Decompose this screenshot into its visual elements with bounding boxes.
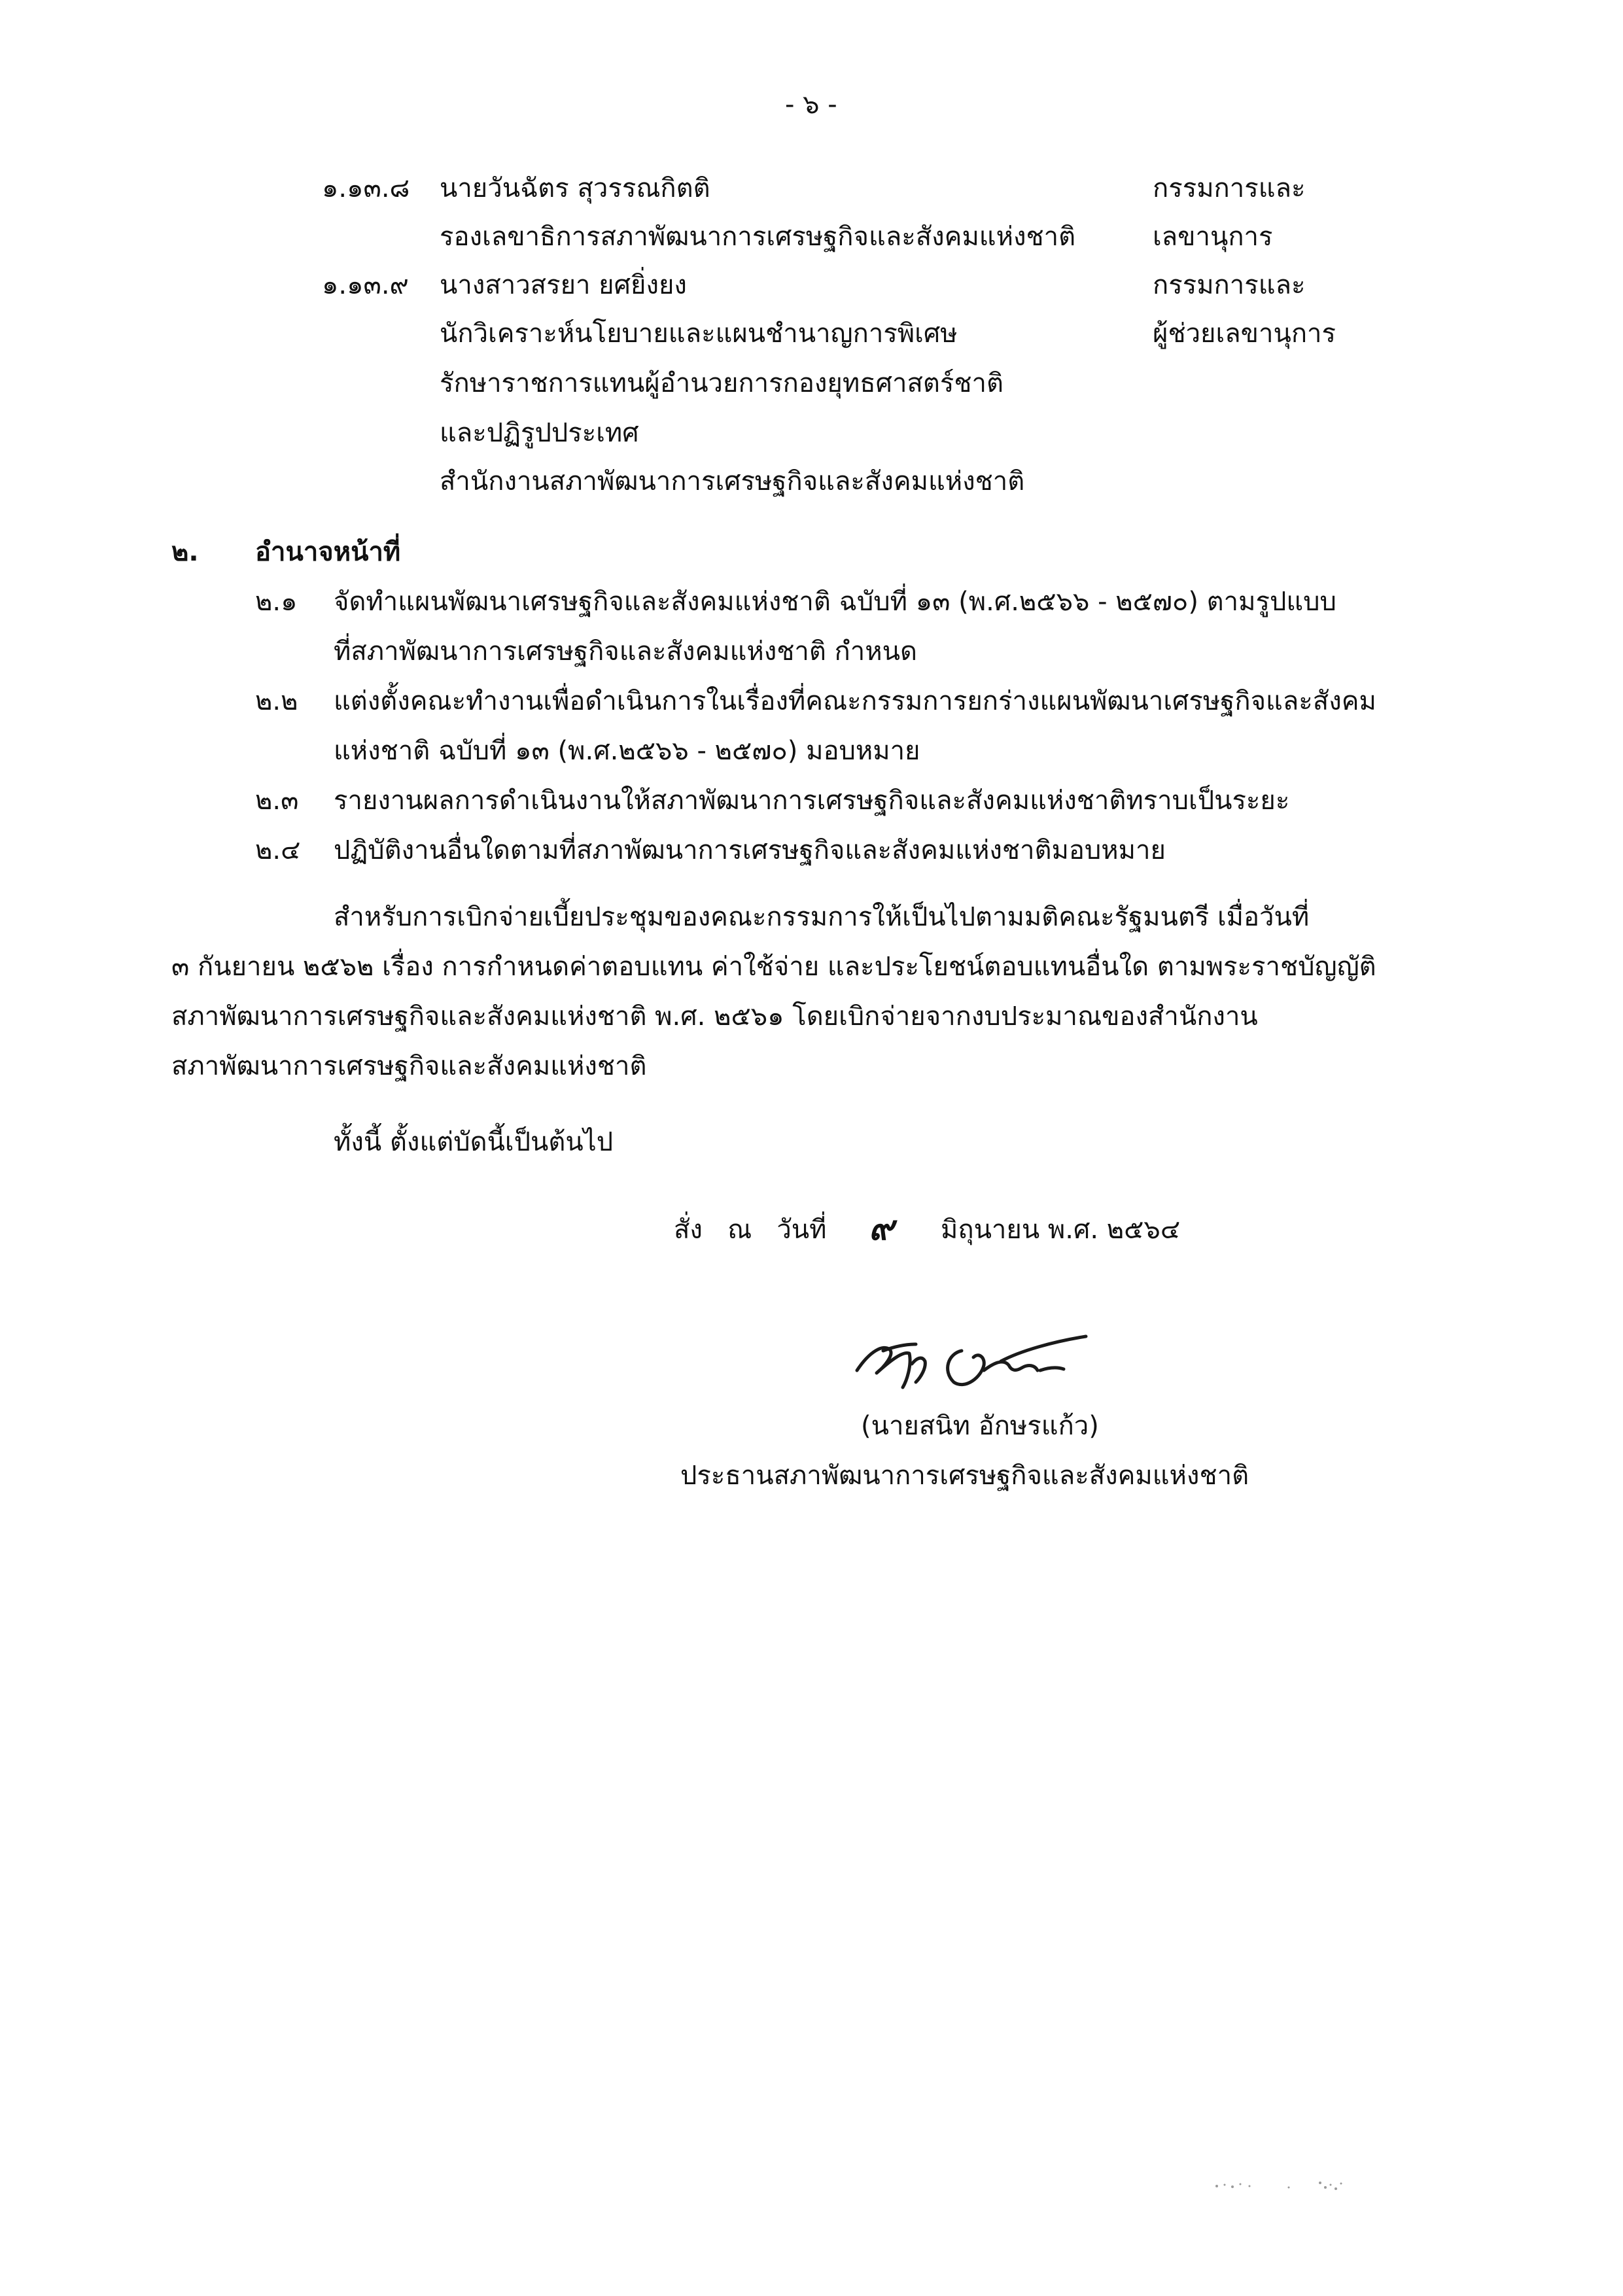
- member-name: นางสาวสรยา ยศยิ่งยง: [440, 270, 687, 300]
- member-number: ๑.๑๓.๘: [322, 173, 410, 203]
- duty-line: ที่สภาพัฒนาการเศรษฐกิจและสังคมแห่งชาติ กำหนด: [334, 636, 917, 667]
- order-date-day: ๙: [869, 1209, 894, 1248]
- member-position: สำนักงานสภาพัฒนาการเศรษฐกิจและสังคมแห่งชาติ: [440, 466, 1025, 496]
- duty-line: แห่งชาติ ฉบับที่ ๑๓ (พ.ศ.๒๕๖๖ - ๒๕๗๐) มอบหมาย: [334, 736, 920, 766]
- member-position: รองเลขาธิการสภาพัฒนาการเศรษฐกิจและสังคมแห่งชาติ: [440, 222, 1076, 252]
- signer-name: (นายสนิท อักษรแก้ว): [861, 1411, 1099, 1441]
- duty-line: รายงานผลการดำเนินงานให้สภาพัฒนาการเศรษฐกิจและสังคมแห่งชาติทราบเป็นระยะ: [334, 786, 1290, 816]
- member-role: ผู้ช่วยเลขานุการ: [1153, 319, 1336, 349]
- order-date-prefix: สั่ง ณ วันที่: [674, 1215, 827, 1245]
- duty-number: ๒.๑: [255, 587, 298, 617]
- duty-line: ปฏิบัติงานอื่นใดตามที่สภาพัฒนาการเศรษฐกิจและสังคมแห่งชาติมอบหมาย: [334, 835, 1166, 865]
- member-role: เลขานุการ: [1153, 222, 1273, 252]
- member-role: กรรมการและ: [1153, 173, 1306, 203]
- section-number: ๒.: [171, 537, 199, 567]
- budget-paragraph-line: สภาพัฒนาการเศรษฐกิจและสังคมแห่งชาติ: [171, 1051, 647, 1081]
- member-position: นักวิเคราะห์นโยบายและแผนชำนาญการพิเศษ: [440, 319, 958, 349]
- budget-paragraph-line: ๓ กันยายน ๒๕๖๒ เรื่อง การกำหนดค่าตอบแทน ค่าใช้จ่าย และประโยชน์ตอบแทนอื่นใด ตามพระราชบัญญัติ: [171, 952, 1376, 982]
- duty-number: ๒.๓: [255, 786, 299, 816]
- member-name: นายวันฉัตร สุวรรณกิตติ: [440, 173, 710, 203]
- member-role: กรรมการและ: [1153, 270, 1306, 300]
- signer-title: ประธานสภาพัฒนาการเศรษฐกิจและสังคมแห่งชาติ: [680, 1461, 1249, 1491]
- duty-line: แต่งตั้งคณะทำงานเพื่อดำเนินการในเรื่องที่คณะกรรมการยกร่างแผนพัฒนาเศรษฐกิจและสังคม: [334, 686, 1376, 716]
- member-position: รักษาราชการแทนผู้อำนวยการกองยุทธศาสตร์ชาติ: [440, 368, 1003, 398]
- section-title: อำนาจหน้าที่: [255, 537, 401, 567]
- signature: [844, 1325, 1106, 1397]
- scan-artifact: [1210, 2173, 1361, 2199]
- budget-paragraph-line: สำหรับการเบิกจ่ายเบี้ยประชุมของคณะกรรมการให้เป็นไปตามมติคณะรัฐมนตรี เมื่อวันที่: [334, 902, 1310, 932]
- budget-paragraph-line: สภาพัฒนาการเศรษฐกิจและสังคมแห่งชาติ พ.ศ. ๒๕๖๑ โดยเบิกจ่ายจากงบประมาณของสำนักงาน: [171, 1001, 1258, 1032]
- member-number: ๑.๑๓.๙: [322, 270, 409, 300]
- duty-number: ๒.๔: [255, 835, 301, 865]
- member-position: และปฏิรูปประเทศ: [440, 418, 639, 448]
- page-number: - ๖ -: [785, 90, 837, 120]
- effective-statement: ทั้งนี้ ตั้งแต่บัดนี้เป็นต้นไป: [334, 1127, 614, 1157]
- duty-number: ๒.๒: [255, 686, 298, 716]
- duty-line: จัดทำแผนพัฒนาเศรษฐกิจและสังคมแห่งชาติ ฉบับที่ ๑๓ (พ.ศ.๒๕๖๖ - ๒๕๗๐) ตามรูปแบบ: [334, 587, 1336, 617]
- order-date-month-year: มิถุนายน พ.ศ. ๒๕๖๔: [941, 1215, 1181, 1245]
